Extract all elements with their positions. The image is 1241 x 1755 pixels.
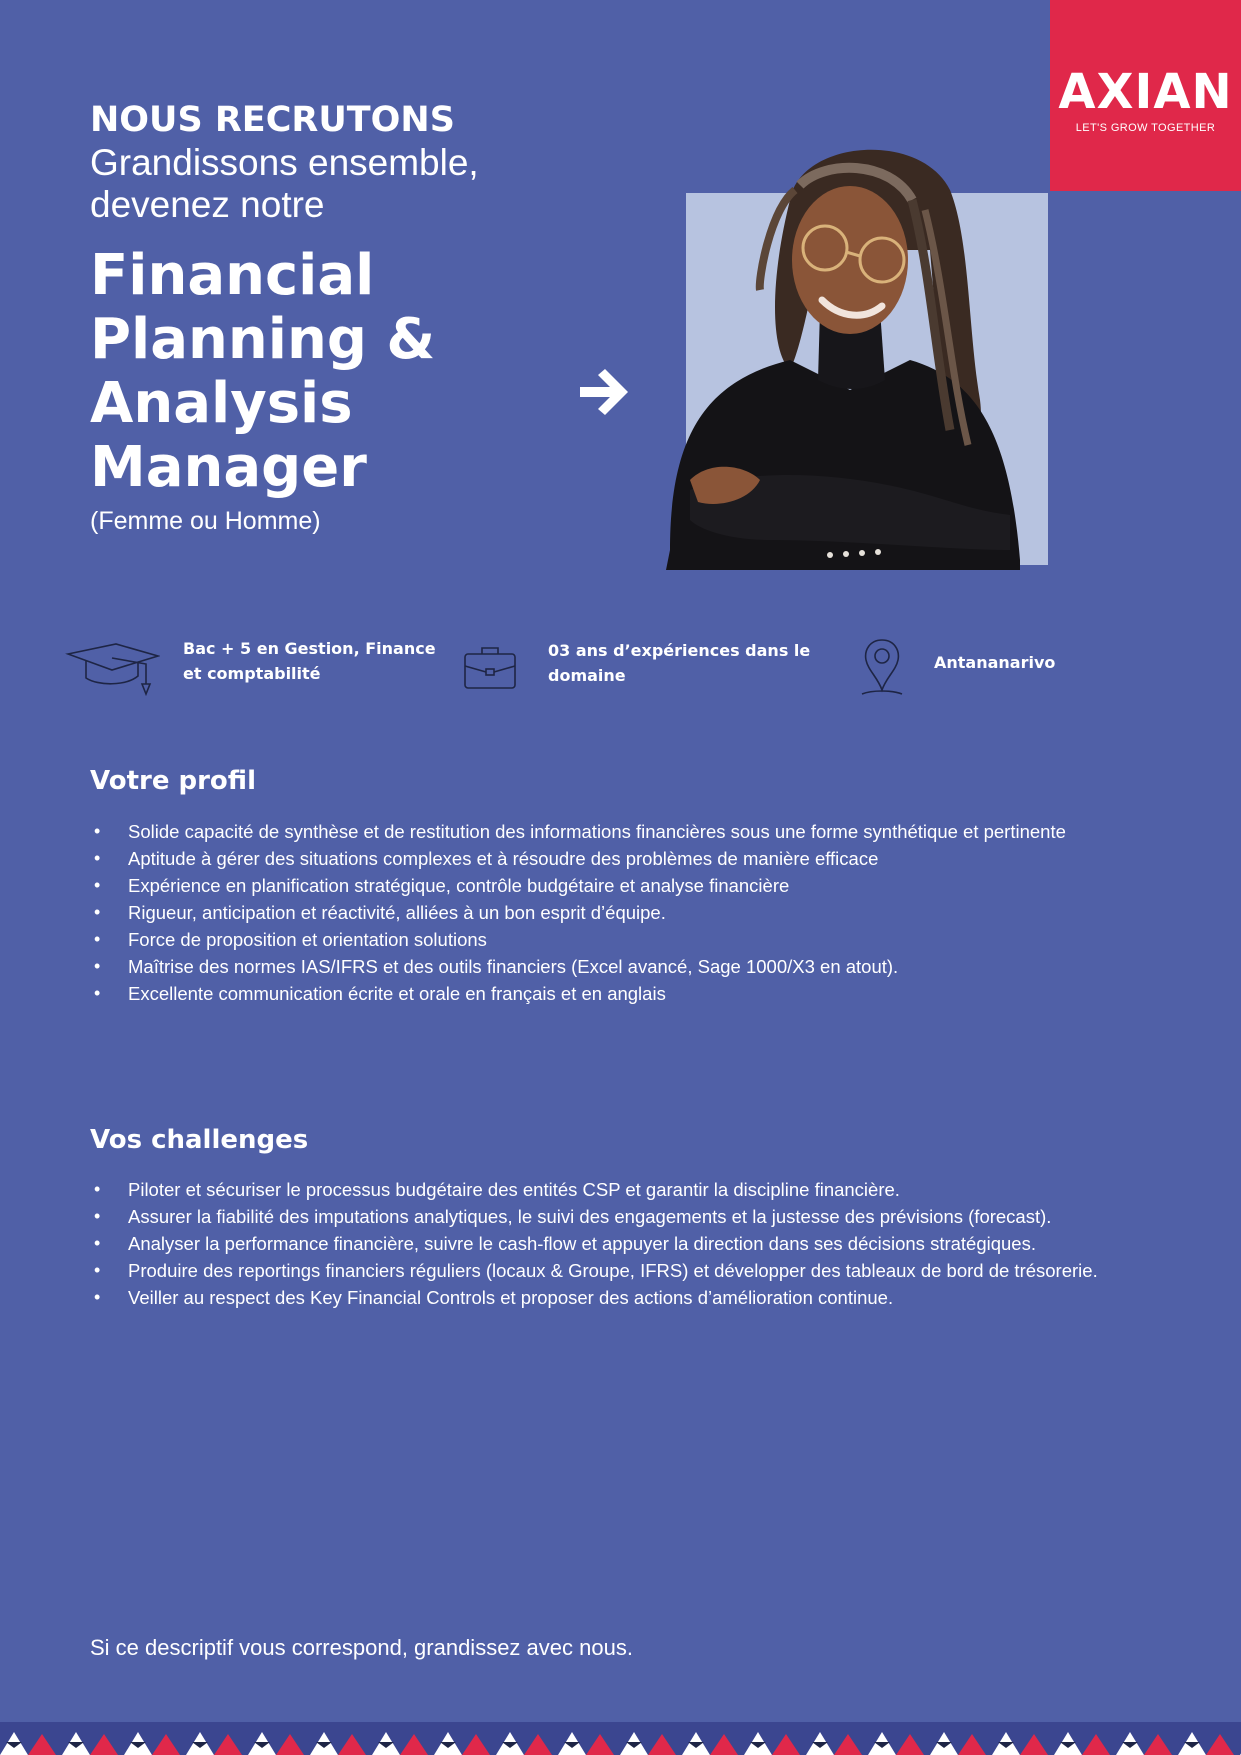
gender-note: (Femme ou Homme) (90, 507, 321, 535)
graduation-cap-icon (64, 640, 160, 696)
list-item: • Piloter et sécuriser le processus budgétaire des entités CSP et garantir la discipline financière. (90, 1176, 1170, 1203)
list-item: • Veiller au respect des Key Financial Controls et proposer des actions d’amélioration continue. (90, 1284, 1170, 1311)
eyebrow-heading: NOUS RECRUTONS (90, 100, 455, 140)
fact-experience: 03 ans d’expériences dans le domaine (548, 641, 811, 685)
challenges-list (90, 1176, 1170, 1311)
logo-slogan: LET'S GROW TOGETHER (1075, 121, 1216, 134)
briefcase-icon (462, 644, 518, 692)
list-item: • Rigueur, anticipation et réactivité, alliées à un bon esprit d’équipe. (90, 899, 1170, 926)
tagline: Grandissons ensemble, devenez notre (90, 142, 479, 225)
decorative-pattern-band (0, 1722, 1241, 1755)
list-item: • Expérience en planification stratégique, contrôle budgétaire et analyse financière (90, 872, 1170, 899)
list-item: • Maîtrise des normes IAS/IFRS et des outils financiers (Excel avancé, Sage 1000/X3 en atout). (90, 953, 1170, 980)
list-item: • Excellente communication écrite et orale en français et en anglais (90, 980, 1170, 1007)
list-item: • Analyser la performance financière, suivre le cash-flow et appuyer la direction dans ses décisions stratégiques. (90, 1230, 1170, 1257)
fact-education: Bac + 5 en Gestion, Finance et comptabilité (183, 639, 436, 683)
portrait-photo (650, 130, 1050, 570)
axian-logo (1050, 0, 1241, 191)
logo-wordmark: AXIAN (1058, 63, 1233, 120)
challenges-heading: Vos challenges (90, 1125, 309, 1155)
arrow-right-icon (576, 368, 632, 416)
closing-line: Si ce descriptif vous correspond, grandissez avec nous. (90, 1635, 633, 1660)
profil-heading: Votre profil (90, 766, 256, 796)
list-item: • Produire des reportings financiers réguliers (locaux & Groupe, IFRS) et développer des tableaux de bord de trésorerie. (90, 1257, 1170, 1284)
job-title: Financial Planning & Analysis Manager (90, 243, 436, 500)
list-item: • Solide capacité de synthèse et de restitution des informations financières sous une forme synthétique et pertinente (90, 818, 1170, 845)
fact-location: Antananarivo (934, 653, 1056, 672)
location-pin-icon (858, 636, 906, 700)
list-item: • Force de proposition et orientation solutions (90, 926, 1170, 953)
profil-list (90, 818, 1170, 1007)
list-item: • Assurer la fiabilité des imputations analytiques, le suivi des engagements et la justesse des prévisions (forecast). (90, 1203, 1170, 1230)
list-item: • Aptitude à gérer des situations complexes et à résoudre des problèmes de manière efficace (90, 845, 1170, 872)
